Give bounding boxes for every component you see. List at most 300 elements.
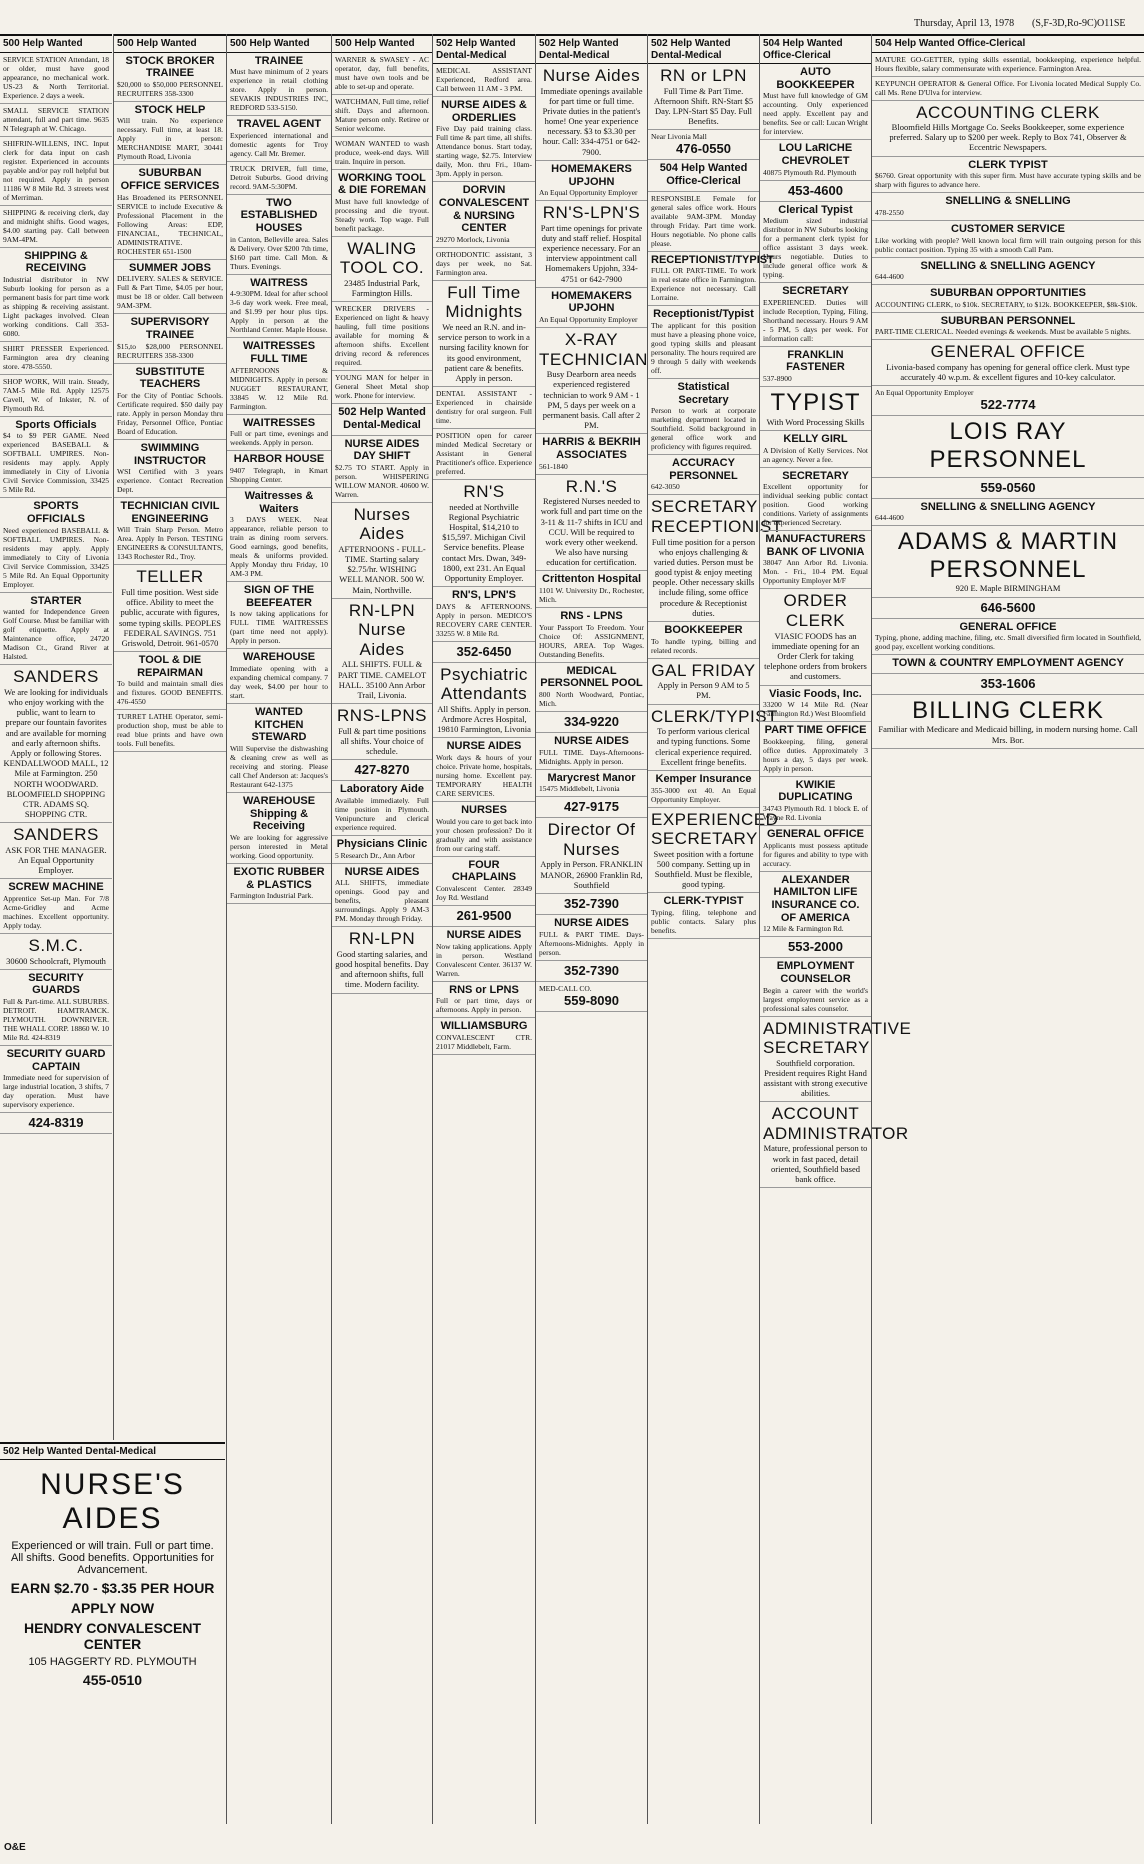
classified-ad [536,475,647,572]
ad-title: SANDERS [13,825,99,845]
column-heading: 504 Help Wanted Office-Clerical [872,34,1144,53]
classified-ad [332,436,432,503]
ad-title: WANTED KITCHEN STEWARD [251,706,307,744]
classified-ad [872,499,1144,527]
classified-ad [227,704,331,793]
ad-body: 642-3050 [651,482,680,492]
ad-title: SECRETARY RECEPTIONIST [651,497,783,536]
ad-body: An Equal Opportunity Employer [875,388,974,398]
ad-body: POSITION open for career minded Medical Secretary or Assistant in General Practitioner's office. Experience preferred. [436,431,532,477]
column-heading: 500 Help Wanted [114,34,226,53]
classified-ad [872,598,1144,619]
ad-body: Sweet position with a fortune 500 company. Setting up in Southfield. Must be flexible, good typing. [653,848,754,890]
ad-body: We need an R.N. and in-service person to work in a nursing facility known for its good environment, patient care & benefits. Apply in person. [438,321,530,383]
ad-body: Is now taking applications for FULL TIME WAITRESSES (part time need not apply). Apply in person. [230,609,328,646]
ad-body: Will Train Sharp Person. Metro Area. Apply In Person. TESTING ENGINEERS & CONSULTANTS, 1343 Rochester Rd., Troy. [117,525,224,562]
ad-phone-number: 553-2000 [788,939,843,955]
ad-body: CONVALESCENT CTR. 21017 Middlebelt, Farm. [436,1032,532,1051]
ad-body: For the City of Pontiac Schools. Certificate required. $50 daily pay rate. Apply in person Monday thru Friday, Personnel Office, Pontiac Board of Education. [117,390,223,436]
classified-ad [760,686,871,723]
ad-body: AFTERNOONS & MIDNIGHTS. Apply in person: NUGGET RESTAURANT, 33845 W. 12 Mile Rd. Farmington. [230,365,328,411]
ad-body: ALL SHIFTS. FULL & PART TIME. CAMELOT HALL. 35100 Ann Arbor Trail, Livonia. [337,659,427,701]
classified-ad [332,53,432,95]
classified-ad [332,137,432,170]
ad-title: RNS-LPNS [337,706,427,726]
column-heading: 502 Help Wanted Dental-Medical [433,34,535,64]
ad-body: Good starting salaries, and good hospital benefits. Day and afternoon shifts, full time. Modern facility. [335,948,429,990]
ad-body: SHIPPING & receiving clerk, day and midnight shifts. Good wages, $4.00 starting pay. Call between 9AM-4PM. [3,207,109,244]
classified-ad [760,64,871,140]
ad-body: Near Livonia Mall [651,132,707,142]
ad-title: PART TIME OFFICE [764,724,867,737]
ad-phone-number: 353-1606 [980,675,1036,691]
ad-body: Full time position. West side office. Ability to meet the public, accurate with figures, some typing skills. PEOPLES FEDERAL SAVINGS. 751 Griswold, Detroit. 961-0570 [118,587,221,648]
classified-ad [433,738,535,802]
ad-title: Nurses Aides [353,504,411,544]
ad-body: $20,000 to $50,000 PERSONNEL RECRUITERS 358-3300 [117,79,223,98]
classified-ad [648,705,778,771]
ad-body: We are looking for aggressive person interested in Metal working. Good opportunity. [230,832,328,860]
ad-title: Crittenton Hospital [542,573,641,586]
ad-body: wanted for Independence Green Golf Course. Must be familiar with golf etiquette. Apply at Maintenance office, 24720 Madison Ct., Grand River at Halsted. [3,607,109,662]
classified-ad [227,53,331,117]
classified-ad [760,531,871,589]
classified-ad [536,434,647,474]
ad-title: TRAVEL AGENT [236,118,322,131]
ad-title: RN-LPN Nurse Aides [348,600,416,659]
classified-ad [433,64,535,97]
ad-title: RECEPTIONIST/TYPIST [651,253,774,266]
ad-body: SERVICE STATION Attendant, 18 or older, must have good appearance, no mechanical work. US-23 & North Territorial. Experience. 2 days a week. [3,54,109,100]
classified-ad [872,619,1144,656]
ad-body: Work days & hours of your choice. Private home, hospitals, nursing home. Excellent pay. TEMPORARY HEALTH CARE SERVICES. [436,753,532,799]
ad-body: Convalescent Center. 28349 Joy Rd. Westland [436,883,532,902]
ad-body: Person to work at corporate marketing department located in Southfield. Solid background in general office work and proficiency with figures required. [651,406,756,452]
ad-body: Experienced international and domestic agents for Troy agency. Call Mr. Bremer. [230,130,328,158]
ad-title: NURSE AIDES [344,865,420,878]
ad-body: Will Supervise the dishwashing & cleaning crew as well as receiving and storing. Please call Chef Anderson at: Jacques's Restaurant 642-1375 [230,744,328,790]
ad-title: WAREHOUSE [242,651,316,664]
ad-body: 561-1840 [539,461,568,471]
column-6 [535,34,647,1824]
ad-title: SNELLING & SNELLING AGENCY [920,500,1096,513]
classified-ad [872,221,1144,258]
ad-title: SECRETARY [782,285,849,298]
ad-title: NURSE AIDES [554,916,629,929]
classified-ad [433,663,535,739]
page-footer [0,1842,1144,1856]
classified-ad [648,893,759,939]
classified-ad [648,622,759,659]
classified-ad [760,1102,909,1188]
ad-title: SANDERS [13,667,99,687]
ad-phone-number: 453-4600 [788,182,843,198]
ad-body: 30600 Schoolcraft, Plymouth [6,955,106,966]
classified-ad [227,162,331,195]
ad-title: Full Time Midnights [445,282,523,322]
ad-body: 23485 Industrial Park, Farmington Hills. [344,277,420,299]
classified-ad [648,771,759,808]
ad-body: Livonia-based company has opening for general office clerk. Must type accurately 40 w.p.m. & excellent figures and 10-key calculator. [886,362,1130,383]
classified-ad [536,770,647,798]
ad-body: Farmington Industrial Park. [230,891,314,901]
classified-ad [0,879,112,934]
ad-body: Full & part time positions all shifts. Your choice of schedule. [338,725,426,757]
classified-ad [433,429,535,480]
ad-title: FRANKLIN FASTENER [786,348,845,374]
ad-title: SUPERVISORY TRAINEE [130,316,210,341]
ad-body: Full & Part-time. ALL SUBURBS. DETROIT. HAMTRAMCK. PLYMOUTH. DOWNRIVER. THE WHALL CORP. 18860 W. 10 Mile Rd. 424-8319 [3,997,109,1043]
ad-title: STOCK BROKER TRAINEE [125,54,215,80]
ad-title: TWO ESTABLISHED HOUSES [240,196,318,235]
ad-body: Typing, filing, telephone and public contacts. Salary plus benefits. [651,908,756,935]
ad-title: SNELLING & SNELLING AGENCY [920,259,1096,272]
ad-body: Medium sized industrial distributor in NW Suburbs looking for a permanent clerk typist for office assistant 3 days week. Hours negotiable. Duties to include general office work & typing. [763,216,868,280]
column-heading: 500 Help Wanted [227,34,331,53]
ad-body: 4-9:30PM. Ideal for after school 3-6 day work week. Free meal, and $1.99 per hour plus tips. Apply in person at the Northland Center. Maple House. [230,289,328,335]
classified-ad [872,258,1144,286]
ad-body: To perform various clerical and typing functions. Some clerical experience required. Excellent fringe benefits. [655,726,752,767]
ad-title: Receptionist/Typist [653,308,754,321]
ad-title: NURSE AIDES DAY SHIFT [344,437,420,463]
ad-title: TECHNICIAN CIVIL ENGINEERING [120,500,220,525]
ad-phone-number: 522-7774 [980,397,1036,413]
ad-title: SECURITY GUARDS [28,971,84,997]
ad-title: MANUFACTURERS BANK OF LIVONIA [765,533,866,558]
ad-title: RN'S-LPN'S [542,203,641,223]
ad-title: KELLY GIRL [783,432,848,445]
classified-ad [536,733,647,770]
ad-title: TOWN & COUNTRY EMPLOYMENT AGENCY [892,657,1124,670]
classified-ad [332,170,432,237]
ad-title: Psychiatric Attendants [440,664,528,704]
ad-phone-number: 427-9175 [564,799,619,815]
ad-title: NURSE AIDES [554,735,629,748]
classified-ad [227,338,331,414]
classified-ad [114,498,226,565]
ad-body: Five Day paid training class. Full time & part time, all shifts. Attendance bonus. Start today, starting wage, $2.75. Interview daily, Mon. thru Fri., 10am-3pm. Apply in person. [436,124,532,179]
ad-phone-number: 559-0560 [980,479,1036,495]
classified-ad [760,937,871,958]
classified-ad [872,340,1144,386]
ad-title: Physicians Clinic [336,837,428,850]
ad-body: EXPERIENCED. Duties will include Reception, Typing, Filing, Shorthand necessary. Hours 9 AM - 5 PM, 5 days per week. For information call: [763,297,868,343]
ad-body: PART-TIME CLERICAL. Needed evenings & weekends. Must be available 5 nights. [875,327,1131,337]
ad-body: 33200 W 14 Mile Rd. (Near Farmington Rd.) West Bloomfield [763,700,868,719]
ad-title: GENERAL OFFICE [930,342,1086,362]
classified-ad [433,982,535,1019]
classified-ad [872,386,1144,416]
ad-body: 478-2550 [875,207,904,217]
classified-ad [332,95,432,137]
ad-body: SHIRT PRESSER Experienced. Farmington area dry cleaning store. 478-5550. [3,343,109,371]
column-2 [113,34,226,1440]
ad-body: Typing, phone, adding machine, filing, etc. Small diversified firm located in Southfield, good pay, excellent working conditions. [875,633,1141,652]
ad-title: SUBURBAN PERSONNEL [940,314,1076,327]
column-heading: 500 Help Wanted [0,34,112,53]
ad-body: AFTERNOONS - FULL-TIME. Starting salary $2.75/hr. WISHING WELL MANOR. 500 W. Main, Northville. [338,543,426,595]
ad-body: $4 to $9 PER GAME. Need experienced BASEBALL & SOFTBALL UMPIRES. Non-residents may apply. Apply immediately in City of Livonia Civil Service Commission, 33425 5 Mile Rd. [3,431,109,495]
classified-ad [536,608,647,663]
ad-body: An Equal Opportunity Employer [539,188,638,198]
classified-ad [433,281,535,387]
ad-title: LOU LaRICHE CHEVROLET [778,142,853,167]
classified-ad [114,165,226,259]
ad-body: Must have full knowledge of processing and die tryout. Steady work. Top wage. Full benefit package. [335,196,429,233]
classified-ad [332,503,432,599]
ad-title: RN'S, LPN'S [452,589,516,602]
ad-title: EMPLOYMENT COUNSELOR [776,960,855,985]
ad-body: Bookkeeping, filing, general office duties. Approximately 3 hours a day, 5 days per week. Apply in person. [763,736,868,773]
ad-body: Familiar with Medicare and Medicaid billing, in modern nursing home. Call Mrs. Bor. [878,724,1138,745]
classified-ad [0,342,112,375]
ad-title: S.M.C. [28,936,84,956]
classified-ad [536,64,647,161]
ad-body: 29270 Morlock, Livonia [436,234,510,244]
ad-body: WOMAN WANTED to wash produce, week-end days. Will train. Inquire in person. [335,138,429,166]
classified-ad [760,872,871,938]
ad-title: CUSTOMER SERVICE [951,222,1065,235]
ad-body: WATCHMAN, Full time, relief shift. Days and afternoon. Mature person only. Retiree or Senior welcome. [335,96,429,133]
ad-body: To handle typing, billing and related records. [651,636,756,655]
ad-title: SWIMMING INSTRUCTOR [134,441,206,467]
bottom-ad-line-1: Experienced or will train. Full or part time. All shifts. Good benefits. Opportunities for Advancement. [11,1540,214,1576]
column-9 [871,34,1144,1824]
masthead [0,18,1144,32]
classified-ad [536,571,647,608]
classified-ad [872,313,1144,341]
ad-body: Immediate opening with a expanding chemical company. 7 day week, $4.00 per hour to start. [230,664,328,701]
ad-body: Available immediately. Full time position in Plymouth. Venipuncture and clerical experience required. [335,795,429,832]
bottom-ad-line-4: HENDRY CONVALESCENT CENTER [23,1620,202,1652]
ad-title: TOOL & DIE REPAIRMAN [137,654,203,679]
ad-body: Your Passport To Freedom. Your Choice Of: ASSIGNMENT, HOURS, AREA. Top Wages. Outstanding Benefits. [539,622,644,659]
ad-title: HARBOR HOUSE [233,453,325,466]
ad-body: Full Time & Part Time. Afternoon Shift. RN-Start $5 Day. LPN-Start $5 Day. Full Benefits. [653,85,754,127]
classified-ad [536,288,647,328]
ad-body: Bloomfield Hills Mortgage Co. Seeks Bookkeeper, some experience preferred. Salary up to $200 per week. Reply to Box 741, Observer & Eccentric Newspapers. [889,122,1127,153]
classified-ad [332,760,432,781]
classified-ad [332,864,432,928]
ad-body: With Word Processing Skills [766,416,865,427]
ad-body: ORTHODONTIC assistant, 3 days per week, no Sat. Farmington area. [436,249,532,277]
ad-body: 644-4600 [875,272,904,282]
classified-ad [648,252,774,307]
ad-body: Registered Nurses needed to work full and part time on the 3-11 & 11-7 shifts in ICU and CCU. Will be required to work every other weekend. We also have nursing education for certification. [540,496,643,568]
ad-body: FULL & PART TIME. Days-Afternoons-Midnights. Apply in person. [539,929,644,957]
ad-phone-number: 427-8270 [354,762,410,778]
ad-body: VIASIC FOODS has an immediate opening for an Order Clerk for taking telephone orders from brokers and customers. [764,630,867,682]
ad-body: 537-8900 [763,374,792,384]
column-heading: 500 Help Wanted [332,34,432,53]
ad-title: GENERAL OFFICE [767,828,864,841]
ad-body: The applicant for this position must have a pleasing phone voice, good typing skills and pleasant personality. The hours required are 9 through 5 daily with weekends off. [651,320,756,375]
ad-title: EXPERIENCED SECRETARY [651,809,779,849]
ad-body: MATURE GO-GETTER, typing skills essential, bookkeeping, experience helpful. Hours flexible, salary commensurate with experience. Farmington Area. [875,54,1141,73]
classified-ad [872,101,1144,157]
classified-ad [332,302,432,371]
classified-ad [872,478,1144,499]
ad-phone-number: 352-6450 [456,643,512,659]
ad-phone-number: 352-7390 [564,895,619,911]
classified-ad [0,498,112,592]
classified-ad [536,961,647,982]
column-1 [0,34,112,1440]
ad-title: SECRETARY [782,469,849,482]
classified-ad [433,248,535,281]
classified-ad [332,371,432,404]
ad-body: FULL TIME. Days-Afternoons-Midnights. Apply in person. [539,747,644,766]
ad-body: needed at Northville Regional Psychiatric Hospital, $14,210 to $15,597. Michigan Civil Service benefits. Please contact Mrs. Dwan, 349-1800, ext 231. An Equal Opportunity Employer. [441,501,527,583]
classified-ad [114,53,226,102]
ad-title: AUTO BOOKKEEPER [776,66,855,91]
ad-phone-number: 261-9500 [456,907,512,923]
ad-title: STARTER [30,594,82,607]
ad-body: Apprentice Set-up Man. For 7/8 Acme-Gridley and Acme machines. Excellent opportunity. Apply today. [3,894,109,931]
ad-title: BILLING CLERK [912,696,1104,724]
classified-ad [433,480,535,587]
ad-title: SPORTS OFFICIALS [26,500,86,526]
classified-ad [114,565,226,652]
ad-body: Like working with people? Well known local firm will train outgoing person for this public contact position. Typing 35 with a smooth Call Pam. [875,235,1141,254]
ad-body: 38047 Ann Arbor Rd. Livonia. Mon. - Fri., 10-4 PM. Equal Opportunity Employer M/F [763,558,868,586]
classified-ad [0,248,112,342]
ad-title: GENERAL OFFICE [959,620,1057,633]
ad-title: 504 Help Wanted Office-Clerical [659,162,748,187]
classified-ad [0,417,112,499]
classified-ad [114,314,226,363]
ad-body: $6760. Great opportunity with this super firm. Must have accurate typing skills and be sharp with figures to advance here. [875,171,1141,190]
classified-ad [872,695,1144,749]
ad-title: Sports Officials [15,418,97,431]
classified-ad [0,1046,112,1113]
ad-title: KWIKIE DUPLICATING [778,778,853,804]
nurses-aides-display-ad [0,1442,225,1826]
ad-body: Part time openings for private duty and staff relief. Hospital experience necessary. For an interview appointment call Homemakers Upjohn, 334-4751 or 642-7900 [540,222,643,284]
classified-ad [227,793,331,864]
ad-title: CLERK TYPIST [968,158,1048,171]
classified-ad [227,488,331,582]
classified-ad [648,160,759,191]
classified-ad [433,97,535,182]
ad-title: RN'S [463,482,505,502]
classified-ad [0,206,112,248]
classified-ad [0,970,112,1046]
classified-ad [227,451,331,488]
ad-body: $2.75 TO START. Apply in person. WHISPERING WILLOW MANOR. 40600 W. Warren. [335,462,429,499]
classified-ad [0,53,112,104]
classified-ad [760,347,871,387]
ad-body: To build and maintain small dies and fixtures. GOOD BENEFITS. 476-4550 [117,679,223,707]
bottom-ad-title: NURSE'S AIDES [40,1468,185,1535]
ad-title: SECURITY GUARD CAPTAIN [6,1048,106,1073]
ad-title: RN-LPN [348,929,416,949]
ad-title: R.N.'S [565,476,618,496]
ad-title: NURSE AIDES [446,928,522,941]
ad-title: ALEXANDER HAMILTON LIFE INSURANCE CO. OF AMERICA [771,873,860,924]
classified-ad [760,958,871,1016]
ad-title: WORKING TOOL & DIE FOREMAN [338,171,426,197]
ad-title: WAREHOUSE Shipping & Receiving [242,795,316,833]
classified-ad [227,415,331,452]
ad-title: WAITRESS [250,276,308,289]
ad-body: KEYPUNCH OPERATOR & General Office. For Livonia located Medical Supply Co. call Ms. Rene D'Ulva for interview. [875,78,1141,97]
ad-title: SUBURBAN OFFICE SERVICES [120,167,220,193]
bottom-ad-line-6: 455-0510 [82,1672,143,1688]
ad-body: Has Broadened its PERSONNEL SERVICE to include Executive & Professional Placement in the Following Areas: EDP, FINANCIAL, TECHNICAL, ADMINISTRATIVE. ROCHESTER 651-1500 [117,192,223,256]
classified-ad [648,192,759,252]
column-heading: 504 Help Wanted Office-Clerical [760,34,871,64]
classified-ad [433,387,535,429]
classified-ad [760,140,871,180]
ad-body: We are looking for individuals who enjoy working with the public, want to learn to prepare our fountain favorites and are available for morning and early afternoon shifts. Apply or following Stores. KENDALLWOOD MALL, 12 Mile at Farmington. 250 NORTH WOODWARD. BLOOMFIELD SHOPPING CTR. ADAMS SQ. SHOPPING CTR. [3,686,109,820]
classified-ad [0,593,112,666]
ad-title: Statistical Secretary [677,380,730,406]
ad-title: TELLER [136,567,204,587]
classified-ad [114,652,226,710]
ad-title: SHIPPING & RECEIVING [24,249,88,275]
classified-ad [114,710,226,752]
ad-body: 12 Mile & Farmington Rd. [763,924,844,934]
ad-body: 15475 Middlebelt, Livonia [539,784,620,794]
ad-title: ACCURACY PERSONNEL [669,457,738,482]
ad-body: TURRET LATHE Operator, semi-production shop, must be able to read blue prints and have own tools. Full benefits. [117,712,223,749]
ad-body: Apply in Person. FRANKLIN MANOR, 26900 Franklin Rd, Southfield [540,859,643,890]
bottom-ad-line-3: APPLY NOW [70,1600,155,1616]
ad-body: 9407 Telegraph, in Kmart Shopping Center. [230,465,328,484]
classified-ad [227,582,331,649]
ad-title: ACCOUNT ADMINISTRATOR [763,1104,909,1143]
classified-ad [227,116,331,162]
classified-ad [872,157,1144,194]
classified-ad [332,237,432,302]
classified-ad [0,137,112,206]
classified-ad [872,53,1144,77]
ad-title: BOOKKEEPER [664,624,743,637]
classified-ad [872,674,1144,695]
ad-phone-number: 334-9220 [564,714,619,730]
classified-ad [536,328,647,434]
ad-title: GAL FRIDAY [651,660,756,680]
classified-ad [227,864,331,904]
classified-ad [760,777,871,826]
column-heading: 502 Help Wanted Dental-Medical [536,34,647,64]
ad-title: Viasic Foods, Inc. [769,687,862,700]
ad-body: Immediate need for supervision of large industrial location, 3 shifts, 7 day operation. Must have supervisory experience. [3,1073,109,1110]
classified-ad [648,659,759,705]
classified-ad [536,797,647,818]
classified-ad [760,431,871,468]
ad-body: TRUCK DRIVER, full time, Detroit Suburbs. Good driving record. 9AM-5:30PM. [230,163,328,191]
classified-ad [332,927,432,993]
ad-phone-number: 646-5600 [980,599,1036,615]
classified-ad [648,455,759,495]
ad-title: HOMEMAKERS UPJOHN [551,289,632,315]
classified-ad [648,306,759,379]
classified-ad [536,894,647,915]
ad-body: $15,to $28,000 PERSONNEL RECRUITERS 358-3300 [117,341,223,360]
classified-ad [872,285,1144,313]
ad-body: Begin a career with the world's largest employment service as a professional sales counselor. [763,985,868,1013]
ad-body: Would you care to get back into your chosen profession? Do it gradually and with assistance from our caring staff. [436,816,532,853]
classified-ad [227,649,331,704]
column-3 [226,34,331,1824]
ad-body: MEDICAL ASSISTANT Experienced, Redford area. Call between 11 AM - 3 PM. [436,66,532,93]
ad-body: SHIFRIN-WILLENS, INC. Input clerk for data input on cash register. Experienced in accounts payable and/or pay roll helpful but not required. Apply in person 11186 W 8 Mile Rd. 3 streets west of Merriman. [3,138,109,202]
ad-body: MED-CALL CO. [539,983,592,993]
classified-ad [227,195,331,275]
classified-ad [536,201,647,288]
